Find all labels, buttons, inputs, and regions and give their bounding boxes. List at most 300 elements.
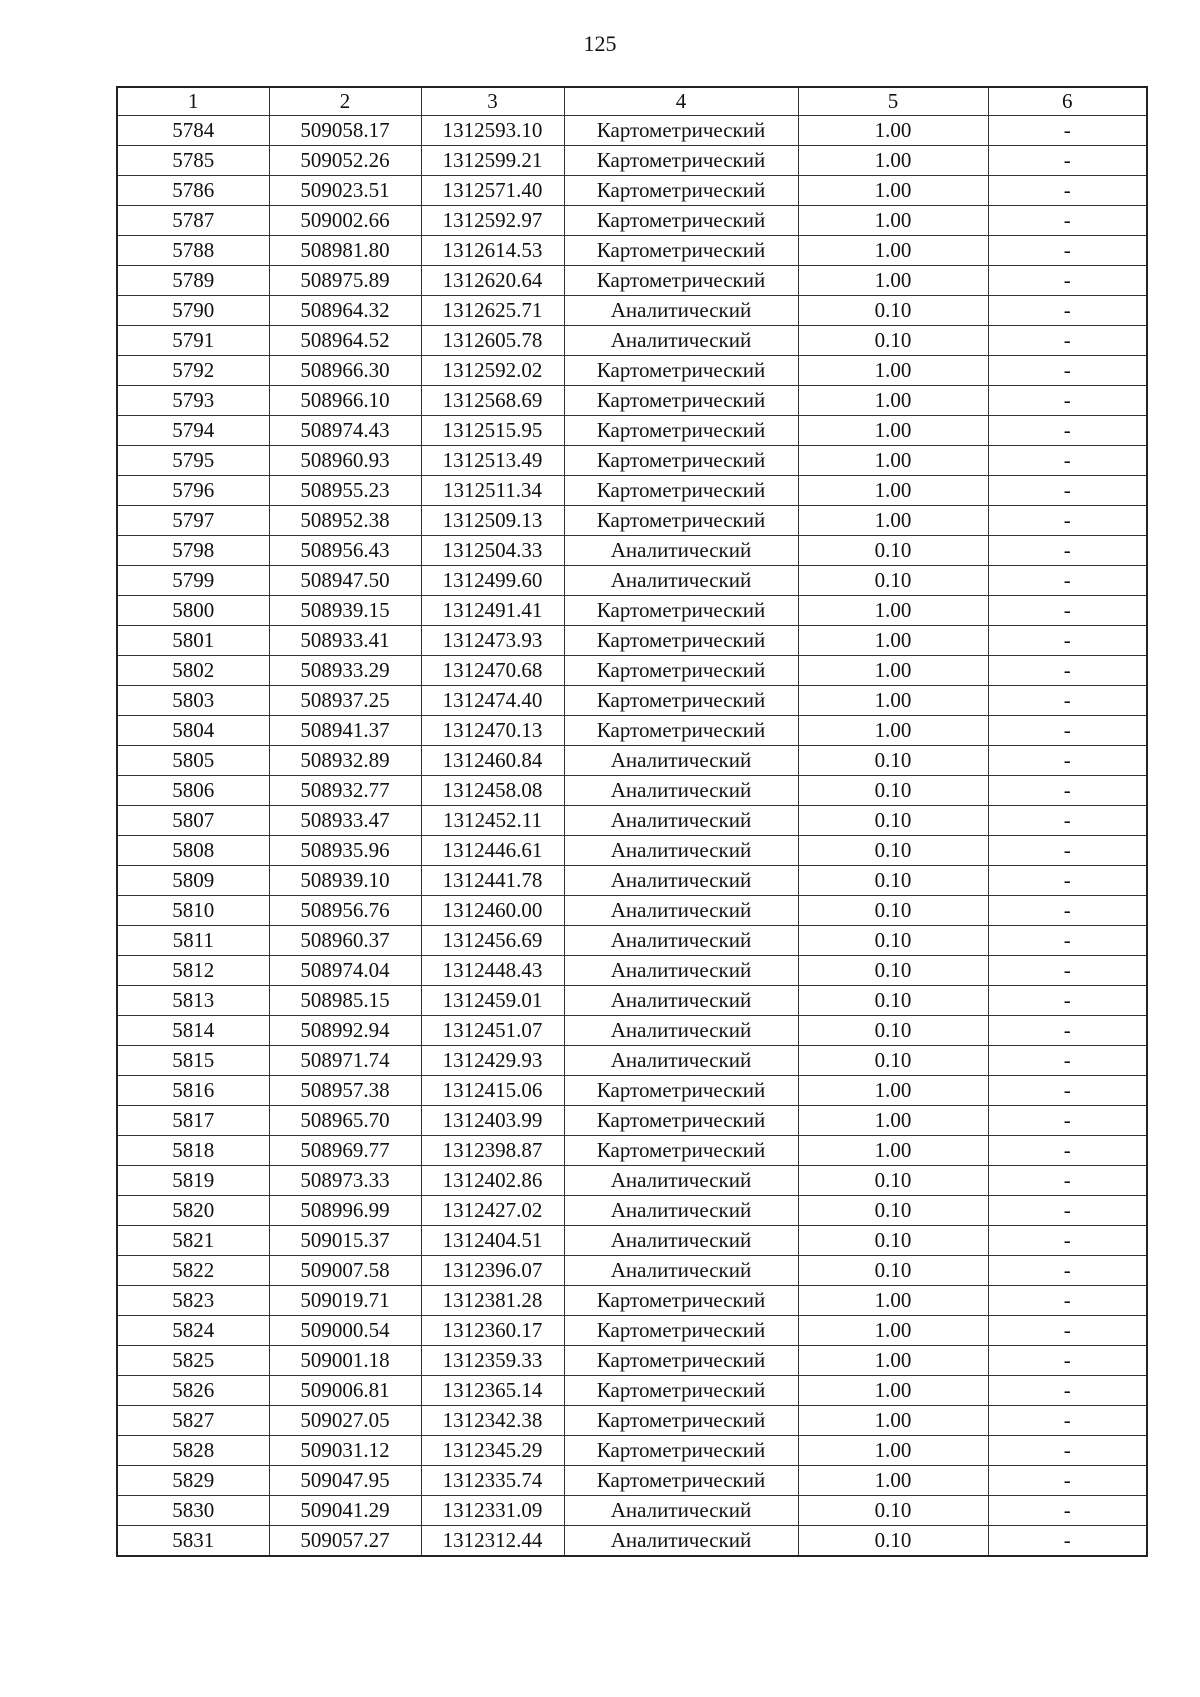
point-number-cell: 5814	[117, 1016, 269, 1046]
table-row	[117, 1046, 1147, 1076]
note-cell: -	[988, 1106, 1147, 1136]
point-number-cell: 5796	[117, 476, 269, 506]
x-coordinate-cell: 508952.38	[269, 506, 421, 536]
x-coordinate-cell: 509058.17	[269, 116, 421, 146]
x-coordinate-cell: 508992.94	[269, 1016, 421, 1046]
x-coordinate-cell: 509000.54	[269, 1316, 421, 1346]
x-coordinate-cell: 508937.25	[269, 686, 421, 716]
point-number-cell: 5805	[117, 746, 269, 776]
column-header-5: 5	[798, 87, 988, 116]
method-cell: Картометрический	[564, 1376, 798, 1406]
y-coordinate-cell: 1312359.33	[421, 1346, 564, 1376]
x-coordinate-cell: 508964.52	[269, 326, 421, 356]
accuracy-cell: 0.10	[798, 1256, 988, 1286]
x-coordinate-cell: 508932.77	[269, 776, 421, 806]
x-coordinate-cell: 508966.30	[269, 356, 421, 386]
y-coordinate-cell: 1312402.86	[421, 1166, 564, 1196]
y-coordinate-cell: 1312345.29	[421, 1436, 564, 1466]
point-number-cell: 5788	[117, 236, 269, 266]
method-cell: Картометрический	[564, 506, 798, 536]
y-coordinate-cell: 1312625.71	[421, 296, 564, 326]
x-coordinate-cell: 509006.81	[269, 1376, 421, 1406]
x-coordinate-cell: 508933.29	[269, 656, 421, 686]
note-cell: -	[988, 536, 1147, 566]
table-row	[117, 1466, 1147, 1496]
x-coordinate-cell: 508981.80	[269, 236, 421, 266]
note-cell: -	[988, 416, 1147, 446]
note-cell: -	[988, 266, 1147, 296]
point-number-cell: 5789	[117, 266, 269, 296]
page-number: 125	[583, 31, 617, 56]
table-row	[117, 596, 1147, 626]
accuracy-cell: 1.00	[798, 146, 988, 176]
accuracy-cell: 1.00	[798, 1436, 988, 1466]
table-row	[117, 1076, 1147, 1106]
note-cell: -	[988, 896, 1147, 926]
note-cell: -	[988, 116, 1147, 146]
note-cell: -	[988, 836, 1147, 866]
accuracy-cell: 1.00	[798, 206, 988, 236]
point-number-cell: 5828	[117, 1436, 269, 1466]
method-cell: Аналитический	[564, 776, 798, 806]
table-row	[117, 506, 1147, 536]
table-row	[117, 326, 1147, 356]
x-coordinate-cell: 508971.74	[269, 1046, 421, 1076]
note-cell: -	[988, 146, 1147, 176]
note-cell: -	[988, 1256, 1147, 1286]
method-cell: Картометрический	[564, 1106, 798, 1136]
method-cell: Картометрический	[564, 146, 798, 176]
table-row	[117, 686, 1147, 716]
point-number-cell: 5802	[117, 656, 269, 686]
accuracy-cell: 1.00	[798, 1316, 988, 1346]
table-row	[117, 386, 1147, 416]
method-cell: Аналитический	[564, 896, 798, 926]
y-coordinate-cell: 1312459.01	[421, 986, 564, 1016]
point-number-cell: 5816	[117, 1076, 269, 1106]
point-number-cell: 5799	[117, 566, 269, 596]
y-coordinate-cell: 1312509.13	[421, 506, 564, 536]
point-number-cell: 5797	[117, 506, 269, 536]
y-coordinate-cell: 1312429.93	[421, 1046, 564, 1076]
table-row	[117, 1346, 1147, 1376]
x-coordinate-cell: 509015.37	[269, 1226, 421, 1256]
accuracy-cell: 1.00	[798, 266, 988, 296]
method-cell: Аналитический	[564, 926, 798, 956]
note-cell: -	[988, 1406, 1147, 1436]
method-cell: Картометрический	[564, 596, 798, 626]
point-number-cell: 5785	[117, 146, 269, 176]
accuracy-cell: 1.00	[798, 1286, 988, 1316]
point-number-cell: 5795	[117, 446, 269, 476]
y-coordinate-cell: 1312448.43	[421, 956, 564, 986]
y-coordinate-cell: 1312456.69	[421, 926, 564, 956]
x-coordinate-cell: 508973.33	[269, 1166, 421, 1196]
point-number-cell: 5794	[117, 416, 269, 446]
y-coordinate-cell: 1312458.08	[421, 776, 564, 806]
accuracy-cell: 1.00	[798, 596, 988, 626]
y-coordinate-cell: 1312365.14	[421, 1376, 564, 1406]
x-coordinate-cell: 508975.89	[269, 266, 421, 296]
x-coordinate-cell: 508939.10	[269, 866, 421, 896]
y-coordinate-cell: 1312470.13	[421, 716, 564, 746]
point-number-cell: 5803	[117, 686, 269, 716]
method-cell: Картометрический	[564, 1286, 798, 1316]
table-row	[117, 266, 1147, 296]
method-cell: Картометрический	[564, 236, 798, 266]
method-cell: Картометрический	[564, 1076, 798, 1106]
note-cell: -	[988, 986, 1147, 1016]
note-cell: -	[988, 956, 1147, 986]
method-cell: Картометрический	[564, 206, 798, 236]
accuracy-cell: 0.10	[798, 1226, 988, 1256]
y-coordinate-cell: 1312381.28	[421, 1286, 564, 1316]
method-cell: Картометрический	[564, 446, 798, 476]
point-number-cell: 5806	[117, 776, 269, 806]
note-cell: -	[988, 1496, 1147, 1526]
accuracy-cell: 0.10	[798, 1046, 988, 1076]
method-cell: Картометрический	[564, 1316, 798, 1346]
accuracy-cell: 1.00	[798, 416, 988, 446]
y-coordinate-cell: 1312504.33	[421, 536, 564, 566]
note-cell: -	[988, 1376, 1147, 1406]
method-cell: Аналитический	[564, 1496, 798, 1526]
note-cell: -	[988, 206, 1147, 236]
note-cell: -	[988, 1436, 1147, 1466]
note-cell: -	[988, 746, 1147, 776]
accuracy-cell: 0.10	[798, 1496, 988, 1526]
point-number-cell: 5818	[117, 1136, 269, 1166]
accuracy-cell: 1.00	[798, 656, 988, 686]
accuracy-cell: 1.00	[798, 1076, 988, 1106]
table-row	[117, 1316, 1147, 1346]
method-cell: Аналитический	[564, 566, 798, 596]
accuracy-cell: 0.10	[798, 536, 988, 566]
table-row	[117, 656, 1147, 686]
method-cell: Картометрический	[564, 656, 798, 686]
table-row	[117, 1016, 1147, 1046]
method-cell: Картометрический	[564, 686, 798, 716]
accuracy-cell: 1.00	[798, 356, 988, 386]
point-number-cell: 5830	[117, 1496, 269, 1526]
y-coordinate-cell: 1312515.95	[421, 416, 564, 446]
y-coordinate-cell: 1312593.10	[421, 116, 564, 146]
point-number-cell: 5792	[117, 356, 269, 386]
table-row	[117, 1136, 1147, 1166]
accuracy-cell: 1.00	[798, 686, 988, 716]
point-number-cell: 5812	[117, 956, 269, 986]
x-coordinate-cell: 508956.43	[269, 536, 421, 566]
table-row	[117, 416, 1147, 446]
x-coordinate-cell: 508956.76	[269, 896, 421, 926]
table-row	[117, 866, 1147, 896]
x-coordinate-cell: 508974.04	[269, 956, 421, 986]
accuracy-cell: 0.10	[798, 866, 988, 896]
point-number-cell: 5829	[117, 1466, 269, 1496]
table-row	[117, 1106, 1147, 1136]
table-row	[117, 746, 1147, 776]
x-coordinate-cell: 509031.12	[269, 1436, 421, 1466]
x-coordinate-cell: 508964.32	[269, 296, 421, 326]
x-coordinate-cell: 508933.41	[269, 626, 421, 656]
accuracy-cell: 0.10	[798, 956, 988, 986]
table-row	[117, 446, 1147, 476]
y-coordinate-cell: 1312592.97	[421, 206, 564, 236]
note-cell: -	[988, 716, 1147, 746]
note-cell: -	[988, 446, 1147, 476]
point-number-cell: 5787	[117, 206, 269, 236]
table-row	[117, 146, 1147, 176]
note-cell: -	[988, 176, 1147, 206]
method-cell: Аналитический	[564, 806, 798, 836]
table-row	[117, 776, 1147, 806]
column-header-3: 3	[421, 87, 564, 116]
y-coordinate-cell: 1312404.51	[421, 1226, 564, 1256]
table-row	[117, 1286, 1147, 1316]
accuracy-cell: 0.10	[798, 326, 988, 356]
header-row	[117, 87, 1147, 116]
x-coordinate-cell: 508969.77	[269, 1136, 421, 1166]
y-coordinate-cell: 1312474.40	[421, 686, 564, 716]
note-cell: -	[988, 566, 1147, 596]
table-row	[117, 1436, 1147, 1466]
table-row	[117, 176, 1147, 206]
note-cell: -	[988, 1286, 1147, 1316]
method-cell: Картометрический	[564, 1136, 798, 1166]
table-row	[117, 926, 1147, 956]
accuracy-cell: 0.10	[798, 806, 988, 836]
y-coordinate-cell: 1312470.68	[421, 656, 564, 686]
point-number-cell: 5826	[117, 1376, 269, 1406]
x-coordinate-cell: 509007.58	[269, 1256, 421, 1286]
table-row	[117, 236, 1147, 266]
point-number-cell: 5808	[117, 836, 269, 866]
note-cell: -	[988, 326, 1147, 356]
y-coordinate-cell: 1312342.38	[421, 1406, 564, 1436]
accuracy-cell: 0.10	[798, 1016, 988, 1046]
table-row	[117, 1166, 1147, 1196]
x-coordinate-cell: 508932.89	[269, 746, 421, 776]
note-cell: -	[988, 596, 1147, 626]
x-coordinate-cell: 508996.99	[269, 1196, 421, 1226]
table-row	[117, 836, 1147, 866]
note-cell: -	[988, 506, 1147, 536]
accuracy-cell: 0.10	[798, 986, 988, 1016]
x-coordinate-cell: 509002.66	[269, 206, 421, 236]
note-cell: -	[988, 356, 1147, 386]
note-cell: -	[988, 1016, 1147, 1046]
point-number-cell: 5819	[117, 1166, 269, 1196]
note-cell: -	[988, 476, 1147, 506]
note-cell: -	[988, 1346, 1147, 1376]
method-cell: Картометрический	[564, 176, 798, 206]
table-row	[117, 356, 1147, 386]
accuracy-cell: 1.00	[798, 446, 988, 476]
x-coordinate-cell: 508966.10	[269, 386, 421, 416]
method-cell: Аналитический	[564, 536, 798, 566]
accuracy-cell: 1.00	[798, 116, 988, 146]
method-cell: Картометрический	[564, 356, 798, 386]
point-number-cell: 5809	[117, 866, 269, 896]
accuracy-cell: 1.00	[798, 476, 988, 506]
y-coordinate-cell: 1312396.07	[421, 1256, 564, 1286]
point-number-cell: 5801	[117, 626, 269, 656]
method-cell: Картометрический	[564, 386, 798, 416]
column-header-2: 2	[269, 87, 421, 116]
point-number-cell: 5815	[117, 1046, 269, 1076]
method-cell: Аналитический	[564, 746, 798, 776]
accuracy-cell: 0.10	[798, 746, 988, 776]
point-number-cell: 5824	[117, 1316, 269, 1346]
method-cell: Аналитический	[564, 836, 798, 866]
y-coordinate-cell: 1312460.84	[421, 746, 564, 776]
y-coordinate-cell: 1312335.74	[421, 1466, 564, 1496]
accuracy-cell: 0.10	[798, 776, 988, 806]
table-row	[117, 1406, 1147, 1436]
y-coordinate-cell: 1312511.34	[421, 476, 564, 506]
x-coordinate-cell: 508974.43	[269, 416, 421, 446]
accuracy-cell: 1.00	[798, 236, 988, 266]
note-cell: -	[988, 626, 1147, 656]
table-row	[117, 896, 1147, 926]
accuracy-cell: 0.10	[798, 1526, 988, 1557]
method-cell: Аналитический	[564, 1526, 798, 1557]
x-coordinate-cell: 508965.70	[269, 1106, 421, 1136]
table-row	[117, 116, 1147, 146]
accuracy-cell: 1.00	[798, 506, 988, 536]
x-coordinate-cell: 508960.37	[269, 926, 421, 956]
table-row	[117, 1526, 1147, 1557]
table-row	[117, 296, 1147, 326]
y-coordinate-cell: 1312331.09	[421, 1496, 564, 1526]
x-coordinate-cell: 508933.47	[269, 806, 421, 836]
note-cell: -	[988, 1526, 1147, 1557]
x-coordinate-cell: 508939.15	[269, 596, 421, 626]
table-row	[117, 716, 1147, 746]
accuracy-cell: 1.00	[798, 386, 988, 416]
method-cell: Аналитический	[564, 1016, 798, 1046]
method-cell: Картометрический	[564, 1346, 798, 1376]
table-body	[117, 116, 1147, 1557]
method-cell: Картометрический	[564, 1466, 798, 1496]
y-coordinate-cell: 1312446.61	[421, 836, 564, 866]
y-coordinate-cell: 1312398.87	[421, 1136, 564, 1166]
x-coordinate-cell: 509052.26	[269, 146, 421, 176]
method-cell: Картометрический	[564, 1406, 798, 1436]
y-coordinate-cell: 1312427.02	[421, 1196, 564, 1226]
point-number-cell: 5793	[117, 386, 269, 416]
note-cell: -	[988, 386, 1147, 416]
method-cell: Аналитический	[564, 956, 798, 986]
point-number-cell: 5790	[117, 296, 269, 326]
accuracy-cell: 1.00	[798, 1376, 988, 1406]
point-number-cell: 5810	[117, 896, 269, 926]
x-coordinate-cell: 509027.05	[269, 1406, 421, 1436]
table-row	[117, 626, 1147, 656]
accuracy-cell: 0.10	[798, 296, 988, 326]
method-cell: Аналитический	[564, 1226, 798, 1256]
y-coordinate-cell: 1312491.41	[421, 596, 564, 626]
accuracy-cell: 0.10	[798, 1196, 988, 1226]
note-cell: -	[988, 1076, 1147, 1106]
method-cell: Аналитический	[564, 986, 798, 1016]
column-header-6: 6	[988, 87, 1147, 116]
y-coordinate-cell: 1312614.53	[421, 236, 564, 266]
note-cell: -	[988, 236, 1147, 266]
accuracy-cell: 1.00	[798, 626, 988, 656]
x-coordinate-cell: 509001.18	[269, 1346, 421, 1376]
table-row	[117, 986, 1147, 1016]
note-cell: -	[988, 926, 1147, 956]
accuracy-cell: 1.00	[798, 1136, 988, 1166]
method-cell: Картометрический	[564, 1436, 798, 1466]
method-cell: Аналитический	[564, 296, 798, 326]
point-number-cell: 5827	[117, 1406, 269, 1436]
x-coordinate-cell: 509023.51	[269, 176, 421, 206]
y-coordinate-cell: 1312452.11	[421, 806, 564, 836]
x-coordinate-cell: 509019.71	[269, 1286, 421, 1316]
x-coordinate-cell: 508985.15	[269, 986, 421, 1016]
method-cell: Аналитический	[564, 1196, 798, 1226]
x-coordinate-cell: 508935.96	[269, 836, 421, 866]
y-coordinate-cell: 1312620.64	[421, 266, 564, 296]
method-cell: Картометрический	[564, 626, 798, 656]
accuracy-cell: 1.00	[798, 1346, 988, 1376]
accuracy-cell: 0.10	[798, 1166, 988, 1196]
x-coordinate-cell: 509041.29	[269, 1496, 421, 1526]
table-row	[117, 1226, 1147, 1256]
point-number-cell: 5821	[117, 1226, 269, 1256]
note-cell: -	[988, 806, 1147, 836]
method-cell: Аналитический	[564, 1166, 798, 1196]
method-cell: Аналитический	[564, 326, 798, 356]
point-number-cell: 5807	[117, 806, 269, 836]
column-header-4: 4	[564, 87, 798, 116]
table-row	[117, 806, 1147, 836]
y-coordinate-cell: 1312499.60	[421, 566, 564, 596]
y-coordinate-cell: 1312568.69	[421, 386, 564, 416]
y-coordinate-cell: 1312441.78	[421, 866, 564, 896]
point-number-cell: 5822	[117, 1256, 269, 1286]
note-cell: -	[988, 1166, 1147, 1196]
method-cell: Картометрический	[564, 266, 798, 296]
coordinates-table	[116, 86, 1148, 1557]
x-coordinate-cell: 508955.23	[269, 476, 421, 506]
point-number-cell: 5811	[117, 926, 269, 956]
note-cell: -	[988, 1466, 1147, 1496]
x-coordinate-cell: 509057.27	[269, 1526, 421, 1557]
accuracy-cell: 0.10	[798, 896, 988, 926]
method-cell: Картометрический	[564, 416, 798, 446]
accuracy-cell: 1.00	[798, 176, 988, 206]
point-number-cell: 5820	[117, 1196, 269, 1226]
y-coordinate-cell: 1312599.21	[421, 146, 564, 176]
point-number-cell: 5784	[117, 116, 269, 146]
table-row	[117, 476, 1147, 506]
table-row	[117, 1376, 1147, 1406]
table-row	[117, 536, 1147, 566]
note-cell: -	[988, 1316, 1147, 1346]
accuracy-cell: 0.10	[798, 566, 988, 596]
y-coordinate-cell: 1312460.00	[421, 896, 564, 926]
accuracy-cell: 0.10	[798, 836, 988, 866]
table-row	[117, 1256, 1147, 1286]
y-coordinate-cell: 1312605.78	[421, 326, 564, 356]
note-cell: -	[988, 866, 1147, 896]
x-coordinate-cell: 509047.95	[269, 1466, 421, 1496]
accuracy-cell: 1.00	[798, 1106, 988, 1136]
method-cell: Аналитический	[564, 1046, 798, 1076]
